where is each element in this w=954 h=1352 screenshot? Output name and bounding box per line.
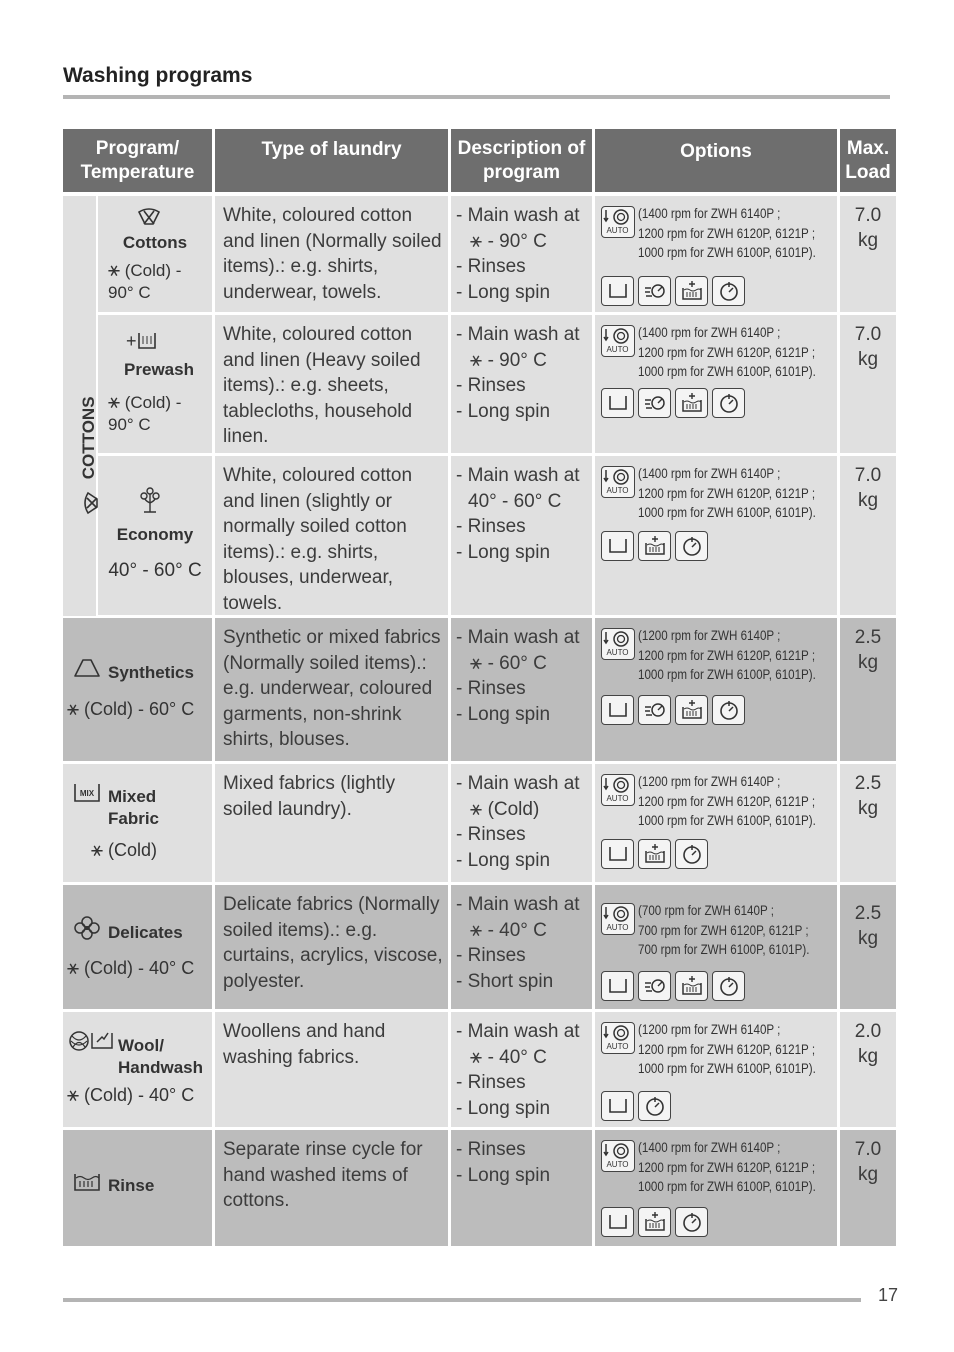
program-name: Rinse xyxy=(108,1176,155,1195)
quick-icon xyxy=(638,276,671,306)
auto-spin-icon xyxy=(601,325,635,357)
spin-speed-text: (1200 rpm for ZWH 6140P ; 1200 rpm for ZWH 6120P, 6121P ; 1000 rpm for ZWH 6100P, 6101P). xyxy=(638,774,816,828)
header-type: Type of laundry xyxy=(215,129,448,192)
cold-icon: ⚹ xyxy=(470,1045,488,1068)
prewash-icon xyxy=(601,839,634,869)
option-icons xyxy=(601,971,745,1001)
auto-spin-icon xyxy=(601,774,635,806)
auto-spin-icon xyxy=(601,903,635,935)
page-number: 17 xyxy=(878,1285,899,1305)
cold-icon: ⚹ xyxy=(67,698,79,720)
prewash-icon xyxy=(601,1091,634,1121)
delay-start-icon xyxy=(712,695,745,725)
option-icons xyxy=(601,695,745,725)
max-load-value: 7.0 kg xyxy=(840,456,896,615)
delay-start-icon xyxy=(675,1207,708,1237)
spin-speed-text: (1400 rpm for ZWH 6140P ; 1200 rpm for ZWH 6120P, 6121P ; 1000 rpm for ZWH 6100P, 6101P). xyxy=(638,325,816,379)
program-name: Wool/ Handwash xyxy=(118,1036,204,1077)
program-cell-wool-handwash xyxy=(63,1012,212,1127)
mixed-fabric-icon xyxy=(73,782,101,804)
auto-spin-icon xyxy=(601,1022,635,1054)
quick-icon xyxy=(638,695,671,725)
cold-icon: ⚹ xyxy=(470,918,488,941)
svg-text:AUTO: AUTO xyxy=(606,226,629,235)
option-icons xyxy=(601,531,708,561)
laundry-type: Woollens and hand washing fabrics. xyxy=(215,1012,448,1127)
option-icons xyxy=(601,388,745,418)
spin-speed-text: (1400 rpm for ZWH 6140P ; 1200 rpm for ZWH 6120P, 6121P ; 1000 rpm for ZWH 6100P, 6101P). xyxy=(638,206,816,260)
cold-icon: ⚹ xyxy=(470,651,488,674)
options-cell xyxy=(595,764,837,882)
delay-start-icon xyxy=(712,388,745,418)
cold-icon: ⚹ xyxy=(108,391,120,413)
svg-text:AUTO: AUTO xyxy=(606,648,629,657)
laundry-type: White, coloured cotton and linen (Heavy soiled items).: e.g. sheets, tablecloths, household linen. xyxy=(215,315,448,453)
quick-icon xyxy=(638,388,671,418)
program-description: - Main wash at ⚹ - 90° C - Rinses - Long spin xyxy=(451,315,592,453)
program-cell-economy xyxy=(98,456,212,615)
auto-spin-icon xyxy=(601,1140,635,1172)
program-temperature: (Cold) - 40° C xyxy=(84,1085,195,1105)
program-description: - Main wash at ⚹ - 60° C - Rinses - Long spin xyxy=(451,618,592,761)
program-cell-cottons xyxy=(98,196,212,312)
delay-start-icon xyxy=(638,1091,671,1121)
laundry-type: Synthetic or mixed fabrics (Normally soiled items).: e.g. underwear, coloured garments, non-shrink shirts, blouses. xyxy=(215,618,448,761)
laundry-type: Mixed fabrics (lightly soiled laundry). xyxy=(215,764,448,882)
title-divider xyxy=(63,95,890,99)
auto-spin-icon xyxy=(601,628,635,660)
max-load-value: 7.0 kg xyxy=(840,315,896,453)
delay-start-icon xyxy=(712,276,745,306)
spin-speed-text: (1400 rpm for ZWH 6140P ; 1200 rpm for ZWH 6120P, 6121P ; 1000 rpm for ZWH 6100P, 6101P). xyxy=(638,1140,816,1194)
rinse-plus-icon xyxy=(675,388,708,418)
program-name: Economy xyxy=(116,525,194,544)
program-cell-rinse xyxy=(63,1130,212,1246)
cottons-group-text: COTTONS xyxy=(79,396,98,480)
max-load-value: 7.0 kg xyxy=(840,1130,896,1246)
rinse-plus-icon xyxy=(675,971,708,1001)
prewash-icon xyxy=(601,971,634,1001)
program-temperature: (Cold) - 90° C xyxy=(108,261,182,302)
handwash-icon xyxy=(90,1028,114,1050)
svg-text:AUTO: AUTO xyxy=(606,1160,629,1169)
program-cell-delicates xyxy=(63,885,212,1009)
delay-start-icon xyxy=(675,839,708,869)
program-name: Synthetics xyxy=(108,663,194,682)
program-description: - Main wash at ⚹ - 90° C - Rinses - Long spin xyxy=(451,196,592,312)
program-description: - Main wash at 40° - 60° C - Rinses - Long spin xyxy=(451,456,592,615)
spin-speed-text: (1200 rpm for ZWH 6140P ; 1200 rpm for ZWH 6120P, 6121P ; 1000 rpm for ZWH 6100P, 6101P). xyxy=(638,628,816,682)
prewash-tub-icon xyxy=(137,332,157,350)
cold-icon: ⚹ xyxy=(67,1084,79,1106)
max-load-value: 2.5 kg xyxy=(840,885,896,1009)
rinse-icon xyxy=(73,1170,101,1194)
program-temperature: (Cold) xyxy=(108,840,158,860)
delicates-icon xyxy=(73,915,101,941)
delay-start-icon xyxy=(712,971,745,1001)
header-max-load: Max. Load xyxy=(840,129,896,192)
program-cell-mixed-fabric xyxy=(63,764,212,882)
laundry-type: Separate rinse cycle for hand washed items of cottons. xyxy=(215,1130,448,1246)
program-name: Delicates xyxy=(108,923,183,942)
cold-icon: ⚹ xyxy=(67,957,79,979)
cold-icon: ⚹ xyxy=(91,839,103,861)
cold-icon: ⚹ xyxy=(108,259,120,281)
prewash-plus: + xyxy=(126,331,137,351)
rinse-plus-icon xyxy=(638,531,671,561)
wool-icon xyxy=(67,1030,91,1052)
cottons-group-label xyxy=(63,196,96,616)
svg-text:AUTO: AUTO xyxy=(606,923,629,932)
option-icons xyxy=(601,839,708,869)
prewash-icon xyxy=(601,531,634,561)
laundry-type: White, coloured cotton and linen (Normally soiled items).: e.g. shirts, underwear, towels. xyxy=(215,196,448,312)
cold-icon: ⚹ xyxy=(470,229,488,252)
program-temperature: (Cold) - 60° C xyxy=(84,699,195,719)
laundry-type: Delicate fabrics (Normally soiled items).: e.g. curtains, acrylics, viscose, polyester. xyxy=(215,885,448,1009)
header-options: Options xyxy=(595,129,837,192)
options-cell xyxy=(595,315,837,453)
synthetics-icon xyxy=(73,656,101,680)
header-description: Description of program xyxy=(451,129,592,192)
header-program: Program/ Temperature xyxy=(63,129,212,192)
svg-text:AUTO: AUTO xyxy=(606,1042,629,1051)
rinse-plus-icon xyxy=(675,695,708,725)
options-cell xyxy=(595,456,837,615)
cold-icon: ⚹ xyxy=(470,797,488,820)
page-title: Washing programs xyxy=(63,64,253,87)
max-load-value: 7.0 kg xyxy=(840,196,896,312)
options-cell xyxy=(595,885,837,1009)
rinse-plus-icon xyxy=(675,276,708,306)
program-cell-synthetics xyxy=(63,618,212,761)
options-cell xyxy=(595,1130,837,1246)
options-cell xyxy=(595,1012,837,1127)
delay-start-icon xyxy=(675,531,708,561)
svg-text:AUTO: AUTO xyxy=(606,345,629,354)
max-load-value: 2.5 kg xyxy=(840,618,896,761)
program-temperature: 40° - 60° C xyxy=(108,560,202,581)
svg-text:MIX: MIX xyxy=(79,789,95,798)
svg-text:AUTO: AUTO xyxy=(606,486,629,495)
program-name: Cottons xyxy=(122,233,188,252)
cold-icon: ⚹ xyxy=(470,348,488,371)
program-description: - Main wash at ⚹ (Cold) - Rinses - Long spin xyxy=(451,764,592,882)
footer-divider xyxy=(63,1298,861,1302)
spin-speed-text: (1200 rpm for ZWH 6140P ; 1200 rpm for ZWH 6120P, 6121P ; 1000 rpm for ZWH 6100P, 6101P). xyxy=(638,1022,816,1076)
auto-spin-icon xyxy=(601,466,635,498)
cottons-icon xyxy=(136,204,162,228)
program-description: - Main wash at ⚹ - 40° C - Rinses - Short spin xyxy=(451,885,592,1009)
max-load-value: 2.5 kg xyxy=(840,764,896,882)
option-icons xyxy=(601,1091,671,1121)
prewash-icon xyxy=(601,695,634,725)
auto-spin-icon xyxy=(601,206,635,238)
option-icons xyxy=(601,276,745,306)
program-name: Mixed Fabric xyxy=(108,787,160,828)
options-cell xyxy=(595,618,837,761)
prewash-icon xyxy=(601,1207,634,1237)
quick-icon xyxy=(638,971,671,1001)
max-load-value: 2.0 kg xyxy=(840,1012,896,1127)
svg-text:AUTO: AUTO xyxy=(606,794,629,803)
program-temperature: (Cold) - 40° C xyxy=(84,958,195,978)
program-cell-prewash xyxy=(98,315,212,453)
spin-speed-text: (1400 rpm for ZWH 6140P ; 1200 rpm for ZWH 6120P, 6121P ; 1000 rpm for ZWH 6100P, 6101P). xyxy=(638,466,816,520)
prewash-icon xyxy=(601,276,634,306)
cottons-symbol-icon xyxy=(80,490,100,516)
program-temperature: (Cold) - 90° C xyxy=(108,393,182,434)
spin-speed-text: (700 rpm for ZWH 6140P ; 700 rpm for ZWH 6120P, 6121P ; 700 rpm for ZWH 6100P, 6101P). xyxy=(638,903,810,957)
program-description: - Main wash at ⚹ - 40° C - Rinses - Long spin xyxy=(451,1012,592,1127)
prewash-icon xyxy=(601,388,634,418)
economy-icon xyxy=(138,486,162,514)
laundry-type: White, coloured cotton and linen (slightly or normally soiled cotton items).: e.g. shirts, blouses, underwear, towels. xyxy=(215,456,448,615)
option-icons xyxy=(601,1207,708,1237)
rinse-plus-icon xyxy=(638,839,671,869)
program-description: - Rinses - Long spin xyxy=(451,1130,592,1246)
rinse-plus-icon xyxy=(638,1207,671,1237)
options-cell xyxy=(595,196,837,312)
program-name: Prewash xyxy=(124,360,194,379)
